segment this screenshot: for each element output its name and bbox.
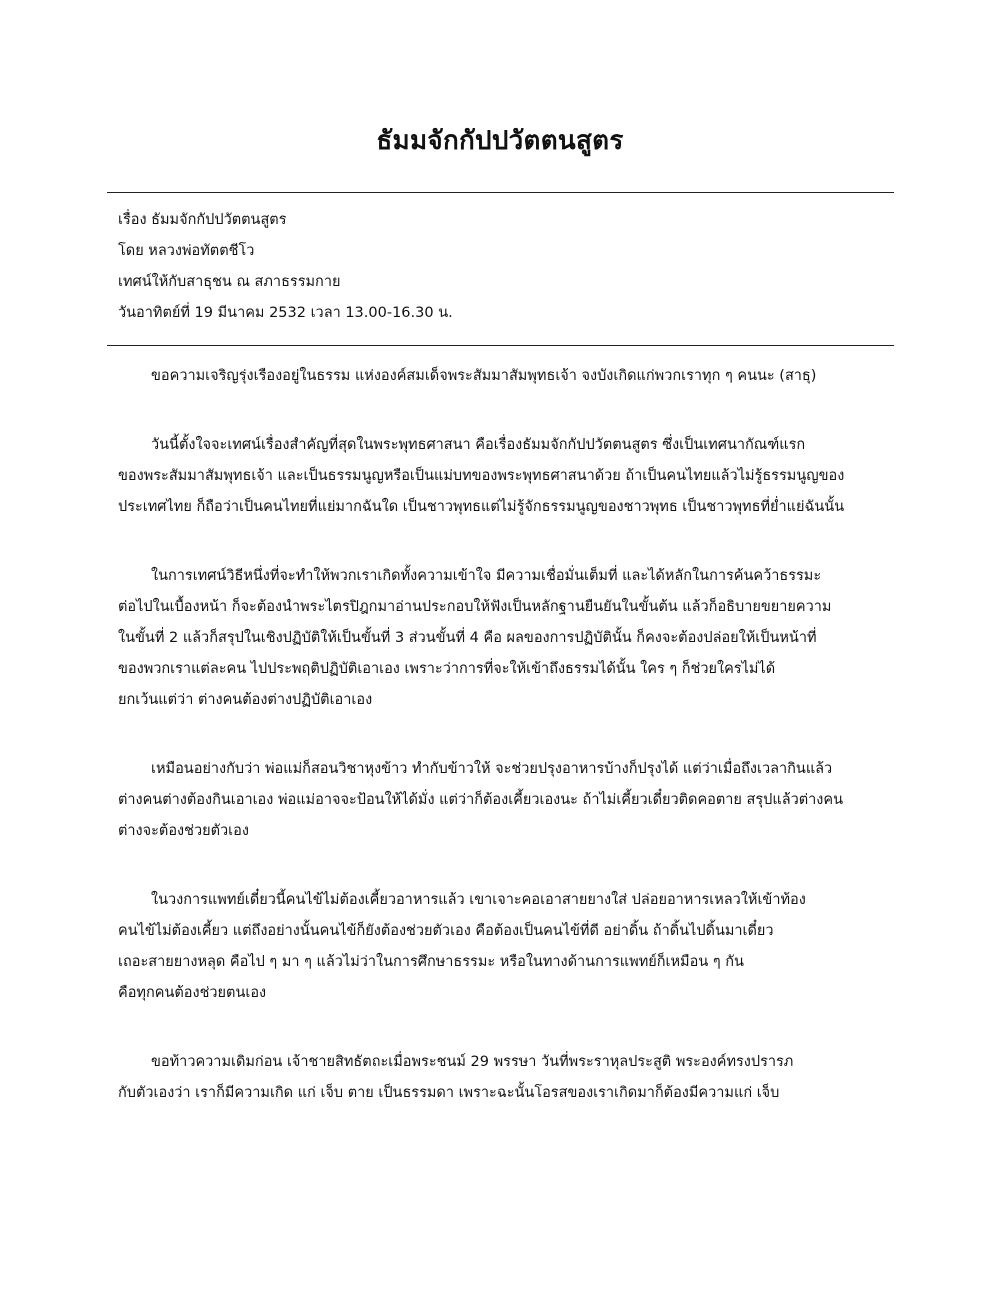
paragraph <box>118 430 888 523</box>
text-line: วันนี้ตั้งใจจะเทศน์เรื่องสำคัญที่สุดในพระพุทธศาสนา คือเรื่องธัมมจักกัปปวัตตนสูตร ซึ่งเป็นเทศนากัณฑ์แรก <box>151 437 806 453</box>
bottom-divider <box>107 345 894 346</box>
text-line: เหมือนอย่างกับว่า พ่อแม่ก็สอนวิชาหุงข้าว ทำกับข้าวให้ จะช่วยปรุงอาหารบ้างก็ปรุงได้ แต่ว่าเมื่อถึงเวลากินแล้ว <box>151 761 833 777</box>
info-subject: เรื่อง ธัมมจักกัปปวัตตนสูตร <box>118 212 287 228</box>
text-line: ในการเทศน์วิธีหนึ่งที่จะทำให้พวกเราเกิดทั้งความเข้าใจ มีความเชื่อมั่นเต็มที่ และได้หลักในการค้นคว้าธรรมะ <box>151 568 822 584</box>
text-line: กับตัวเองว่า เราก็มีความเกิด แก่ เจ็บ ตาย เป็นธรรมดา เพราะฉะนั้นโอรสของเราเกิดมาก็ต้องมีความแก่ เจ็บ <box>118 1085 780 1101</box>
text-line: ขอท้าวความเดิมก่อน เจ้าชายสิทธัตถะเมื่อพระชนม์ 29 พรรษา วันที่พระราหุลประสูติ พระองค์ทรงปรารภ <box>151 1054 794 1070</box>
info-date-time: วันอาทิตย์ที่ 19 มีนาคม 2532 เวลา 13.00-16.30 น. <box>118 305 453 321</box>
text-line: คือทุกคนต้องช่วยตนเอง <box>118 985 267 1001</box>
text-line: ในวงการแพทย์เดี๋ยวนี้คนไข้ไม่ต้องเคี้ยวอาหารแล้ว เขาเจาะคอเอาสายยางใส่ ปล่อยอาหารเหลวให้เข้าท้อง <box>151 892 806 908</box>
text-line: ในขั้นที่ 2 แล้วก็สรุปในเชิงปฏิบัติให้เป็นขั้นที่ 3 ส่วนขั้นที่ 4 คือ ผลของการปฏิบัตินั้น ก็คงจะต้องปล่อยให้เป็นหน้าที่ <box>118 630 817 646</box>
paragraph <box>118 885 888 1009</box>
text-line: ประเทศไทย ก็ถือว่าเป็นคนไทยที่แย่มากฉันใด เป็นชาวพุทธแต่ไม่รู้จักธรรมนูญของชาวพุทธ เป็นชาวพุทธที่ย่ำแย่ฉันนั้น <box>118 499 845 515</box>
info-venue: เทศน์ให้กับสาธุชน ณ สภาธรรมกาย <box>118 274 341 290</box>
info-speaker: โดย หลวงพ่อทัตตชีโว <box>118 243 255 259</box>
top-divider <box>107 192 894 193</box>
text-line: ของพวกเราแต่ละคน ไปประพฤติปฏิบัติเอาเอง เพราะว่าการที่จะให้เข้าถึงธรรมได้นั้น ใคร ๆ ก็ช่วยใครไม่ได้ <box>118 661 776 677</box>
paragraph <box>118 561 888 716</box>
paragraph <box>118 754 888 847</box>
text-line: ขอความเจริญรุ่งเรืองอยู่ในธรรม แห่งองค์สมเด็จพระสัมมาสัมพุทธเจ้า จงบังเกิดแก่พวกเราทุก ๆ คนนะ (สาธุ) <box>151 368 817 384</box>
text-line: ต่างคนต่างต้องกินเอาเอง พ่อแม่อาจจะป้อนให้ได้มั่ง แต่ว่าก็ต้องเคี้ยวเองนะ ถ้าไม่เคี้ยวเดี๋ยวติดคอตาย สรุปแล้วต่างคน <box>118 792 843 808</box>
text-line: คนไข้ไม่ต้องเคี้ยว แต่ถึงอย่างนั้นคนไข้ก็ยังต้องช่วยตัวเอง คือต้องเป็นคนไข้ที่ดี อย่าดิ้น ถ้าดิ้นไปดิ้นมาเดี๋ยว <box>118 923 774 939</box>
sermon-body <box>118 361 888 1147</box>
text-line: ของพระสัมมาสัมพุทธเจ้า และเป็นธรรมนูญหรือเป็นแม่บทของพระพุทธศาสนาด้วย ถ้าเป็นคนไทยแล้วไม่รู้ธรรมนูญของ <box>118 468 845 484</box>
document-title: ธัมมจักกัปปวัตตนสูตร <box>376 126 624 156</box>
sermon-info <box>118 205 878 329</box>
text-line: ยกเว้นแต่ว่า ต่างคนต้องต่างปฏิบัติเอาเอง <box>118 692 373 708</box>
paragraph <box>118 1047 888 1109</box>
text-line: เถอะสายยางหลุด คือไป ๆ มา ๆ แล้วไม่ว่าในการศึกษาธรรมะ หรือในทางด้านการแพทย์ก็เหมือน ๆ กัน <box>118 954 744 970</box>
text-line: ต่างจะต้องช่วยตัวเอง <box>118 823 249 839</box>
paragraph <box>118 361 888 392</box>
text-line: ต่อไปในเบื้องหน้า ก็จะต้องนำพระไตรปิฎกมาอ่านประกอบให้ฟังเป็นหลักฐานยืนยันในขั้นต้น แล้วก็อธิบายขยายความ <box>118 599 832 615</box>
